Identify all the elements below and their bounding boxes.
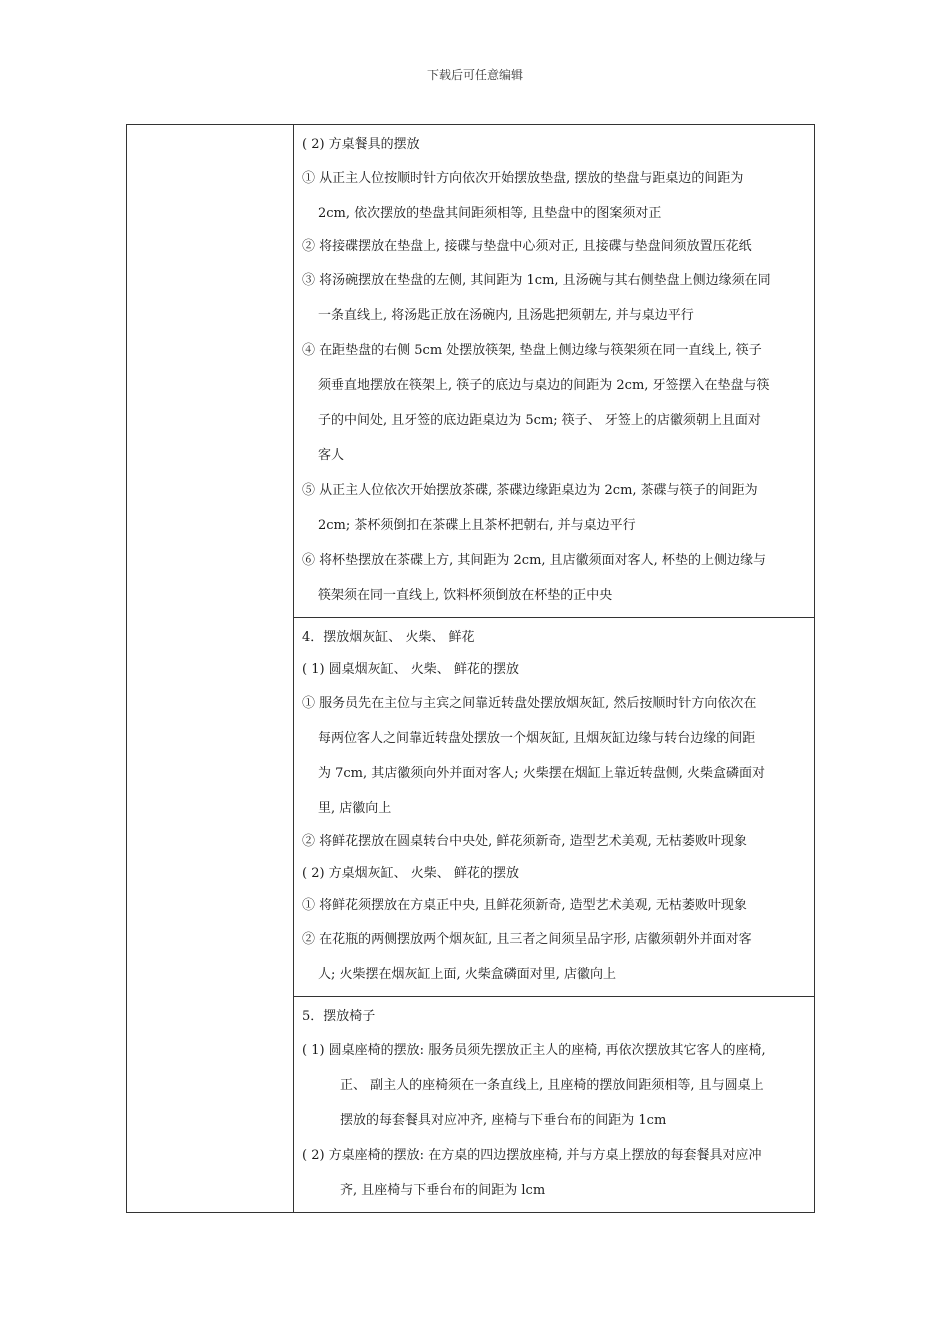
- text-line: 齐, 且座椅与下垂台布的间距为 lcm: [340, 1183, 546, 1198]
- text-line: ① 从正主人位按顺时针方向依次开始摆放垫盘, 摆放的垫盘与距桌边的间距为: [302, 171, 744, 186]
- text-line: ( 2) 方桌烟灰缸、 火柴、 鲜花的摆放: [302, 866, 519, 881]
- text-line: ④ 在距垫盘的右侧 5cm 处摆放筷架, 垫盘上侧边缘与筷架须在同一直线上, 筷子: [302, 343, 762, 358]
- section-ashtray-matches-flowers: [294, 618, 814, 997]
- text-line: 筷架须在同一直线上, 饮料杯须倒放在杯垫的正中央: [318, 588, 613, 603]
- text-line: 须垂直地摆放在筷架上, 筷子的底边与桌边的间距为 2cm, 牙签摆入在垫盘与筷: [318, 378, 770, 393]
- text-line: 客人: [318, 448, 345, 463]
- section-square-table-tableware: [294, 125, 814, 618]
- text-line: 5．摆放椅子: [302, 1009, 376, 1024]
- text-line: ( 2) 方桌餐具的摆放: [302, 137, 420, 152]
- text-line: ① 将鲜花须摆放在方桌正中央, 且鲜花须新奇, 造型艺术美观, 无枯萎败叶现象: [302, 898, 747, 913]
- text-line: 里, 店徽向上: [318, 801, 392, 816]
- text-line: 摆放的每套餐具对应冲齐, 座椅与下垂台布的间距为 1cm: [340, 1113, 667, 1128]
- table-left-column: [127, 125, 294, 1212]
- text-line: ② 将接碟摆放在垫盘上, 接碟与垫盘中心须对正, 且接碟与垫盘间须放置压花纸: [302, 239, 752, 254]
- text-line: 一条直线上, 将汤匙正放在汤碗内, 且汤匙把须朝左, 并与桌边平行: [318, 308, 694, 323]
- text-line: ( 2) 方桌座椅的摆放: 在方桌的四边摆放座椅, 并与方桌上摆放的每套餐具对应冲: [302, 1148, 762, 1163]
- text-line: 2cm, 依次摆放的垫盘其间距须相等, 且垫盘中的图案须对正: [318, 206, 662, 221]
- text-line: ( 1) 圆桌座椅的摆放: 服务员须先摆放正主人的座椅, 再依次摆放其它客人的座椅,: [302, 1043, 766, 1058]
- content-table: [126, 124, 815, 1213]
- text-line: 人; 火柴摆在烟灰缸上面, 火柴盒磷面对里, 店徽向上: [318, 967, 617, 982]
- text-line: 2cm; 茶杯须倒扣在茶碟上且茶杯把朝右, 并与桌边平行: [318, 518, 636, 533]
- section-chairs: [294, 997, 814, 1212]
- page-header: 下载后可任意编辑: [426, 68, 523, 82]
- text-line: 每两位客人之间靠近转盘处摆放一个烟灰缸, 且烟灰缸边缘与转台边缘的间距: [318, 731, 756, 746]
- text-line: ⑥ 将杯垫摆放在茶碟上方, 其间距为 2cm, 且店徽须面对客人, 杯垫的上侧边缘与: [302, 553, 766, 568]
- text-line: ② 将鲜花摆放在圆桌转台中央处, 鲜花须新奇, 造型艺术美观, 无枯萎败叶现象: [302, 834, 747, 849]
- text-line: ( 1) 圆桌烟灰缸、 火柴、 鲜花的摆放: [302, 662, 519, 677]
- text-line: 子的中间处, 且牙签的底边距桌边为 5cm; 筷子、 牙签上的店徽须朝上且面对: [318, 413, 761, 428]
- table-right-column: [294, 125, 814, 1212]
- text-line: 正、 副主人的座椅须在一条直线上, 且座椅的摆放间距须相等, 且与圆桌上: [340, 1078, 764, 1093]
- text-line: ① 服务员先在主位与主宾之间靠近转盘处摆放烟灰缸, 然后按顺时针方向依次在: [302, 696, 757, 711]
- text-line: ② 在花瓶的两侧摆放两个烟灰缸, 且三者之间须呈品字形, 店徽须朝外并面对客: [302, 932, 752, 947]
- text-line: ③ 将汤碗摆放在垫盘的左侧, 其间距为 1cm, 且汤碗与其右侧垫盘上侧边缘须在同: [302, 273, 771, 288]
- text-line: 为 7cm, 其店徽须向外并面对客人; 火柴摆在烟缸上靠近转盘侧, 火柴盒磷面对: [318, 766, 766, 781]
- text-line: 4．摆放烟灰缸、 火柴、 鲜花: [302, 630, 475, 645]
- text-line: ⑤ 从正主人位依次开始摆放茶碟, 茶碟边缘距桌边为 2cm, 茶碟与筷子的间距为: [302, 483, 758, 498]
